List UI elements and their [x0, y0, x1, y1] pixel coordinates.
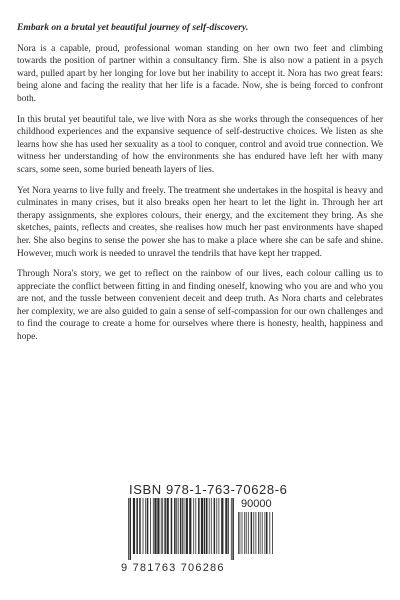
- barcode-bar: [154, 498, 156, 554]
- paragraph-1: Nora is a capable, proud, professional woman standing on her own two feet and climbing towards the position of partner within a consultancy firm. She is also now a patient in a psych ward, pulled apart by her longing for love but her inability to accept it. Nora has two great fears: being alone and facing the reality that her life is a facade. Now, she is being forced to confront both.: [17, 43, 383, 104]
- barcode-bar: [253, 512, 254, 554]
- barcode-bar: [186, 498, 188, 554]
- barcode-bar: [157, 498, 159, 554]
- barcode-bar: [269, 512, 270, 554]
- barcode-bar: [214, 498, 216, 554]
- barcode-bar: [198, 498, 200, 554]
- barcode-bar: [130, 498, 132, 560]
- barcode-bar: [164, 498, 166, 554]
- barcode-bar: [265, 512, 266, 554]
- barcode-bar: [228, 498, 229, 554]
- barcode-bar: [221, 498, 223, 554]
- barcode-bar: [143, 498, 144, 554]
- barcode-bar: [246, 512, 247, 554]
- barcode-bar: [232, 498, 234, 560]
- blurb: [17, 22, 383, 352]
- barcode-bar: [178, 498, 179, 554]
- barcode-bar: [206, 498, 208, 554]
- barcode-bar: [262, 512, 263, 554]
- barcode-bar: [272, 512, 273, 554]
- barcode-bar: [238, 512, 239, 554]
- paragraph-4: Through Nora's story, we get to reflect on the rainbow of our lives, each colour calling us to appreciate the conflict between fitting in and finding oneself, knowing who you are and who you are not, and the tussle between convenient deceit and deep truth. As Nora charts and celebrates her complexity, we are also guided to gain a sense of self-compassion for our own challenges and to find the courage to create a home for ourselves where there is honesty, health, happiness and hope.: [17, 269, 383, 343]
- barcode-bar: [193, 498, 194, 554]
- paragraph-3: Yet Nora yearns to live fully and freely. The treatment she undertakes in the hospital is heavy and culminates in many crises, but it also breaks open her heart to let the light in. Through her art therapy assignments, she explores colours, their energy, and the excitement they bring. As she sketches, paints, reflects and creates, she realises how much her past environments have shaped her. She also begins to sense the power she has to make a place where she can be safe and shine. However, much work is needed to unravel the tendrils that have kept her trapped.: [17, 185, 383, 259]
- addon-bars: [237, 512, 275, 560]
- barcode-bar: [174, 498, 176, 554]
- barcode-bar: [211, 498, 212, 554]
- barcode-bar: [153, 498, 154, 554]
- barcode-bar: [225, 498, 227, 554]
- ean-digits: 9 781763 706286: [121, 562, 225, 574]
- barcode-bar: [167, 498, 169, 554]
- barcode-bar: [266, 512, 268, 554]
- barcode-bar: [231, 498, 232, 560]
- barcode-bar: [204, 498, 206, 554]
- barcode-bar: [240, 512, 241, 554]
- barcode-bar: [139, 498, 141, 554]
- barcode-bar: [150, 498, 151, 554]
- barcode-bar: [219, 498, 220, 554]
- barcode-bar: [201, 498, 203, 554]
- barcode-bar: [209, 498, 210, 554]
- barcode-bar: [189, 498, 191, 554]
- barcode-bar: [195, 498, 196, 554]
- barcode-bar: [162, 498, 163, 554]
- barcode-bar: [133, 498, 135, 554]
- barcode-bar: [161, 498, 162, 554]
- barcode-bar: [216, 498, 217, 554]
- ean-bars: [127, 498, 235, 560]
- barcode-bar: [128, 498, 129, 560]
- barcode-bar: [182, 498, 183, 554]
- tagline: Embark on a brutal yet beautiful journey of self-discovery.: [17, 22, 249, 33]
- isbn-barcode: [121, 480, 288, 580]
- barcode-bar: [242, 512, 243, 554]
- barcode-bar: [136, 498, 138, 554]
- isbn-label: ISBN 978-1-763-70628-6: [129, 482, 288, 497]
- barcode-bar: [147, 498, 149, 554]
- barcode-bar: [248, 512, 249, 554]
- barcode-bar: [256, 512, 257, 554]
- barcode-bar: [176, 498, 177, 554]
- barcode-bar: [184, 498, 185, 554]
- barcode-bar: [180, 498, 182, 554]
- price-code: 90000: [241, 498, 272, 510]
- barcode-bar: [251, 512, 253, 554]
- barcode-bar: [258, 512, 259, 554]
- barcode-bar: [145, 498, 146, 554]
- barcode-bar: [260, 512, 261, 554]
- paragraph-2: In this brutal yet beautiful tale, we live with Nora as she works through the consequences of her childhood experiences and the expansive sequence of self-destructive choices. We listen as she learns how she has used her sexuality as a tool to conquer, control and avoid true connection. We witness her understanding of how the environments she has endured have left her with many scars, some seen, some buried beneath layers of lies.: [17, 114, 383, 175]
- barcode-bar: [171, 498, 173, 554]
- barcode-bar: [244, 512, 245, 554]
